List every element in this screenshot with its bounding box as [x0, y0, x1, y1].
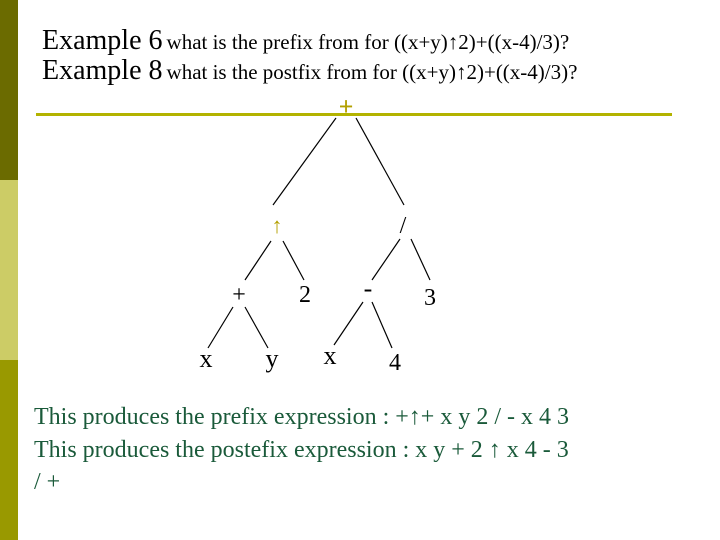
node-two: 2: [299, 282, 311, 308]
node-plus: +: [232, 282, 246, 308]
node-x: x: [199, 344, 213, 373]
example-question: what is the postfix from for ((x+y)↑2)+((x-4)/3)?: [166, 60, 578, 84]
tree-edge: [245, 307, 268, 348]
node-minus: -: [363, 274, 373, 303]
prefix-expression-text: This produces the prefix expression : +↑+ x y 2 / - x 4 3: [34, 404, 569, 430]
node-divide: /: [399, 213, 407, 239]
tree-edge: [273, 118, 336, 205]
tree-edge: [372, 302, 392, 348]
node-y: y: [265, 344, 279, 373]
node-three: 3: [424, 285, 436, 311]
node-up-arrow: ↑: [271, 213, 283, 238]
example-question: what is the prefix from for ((x+y)↑2)+((x-4)/3)?: [166, 30, 570, 54]
postfix-expression-continuation: / +: [34, 469, 61, 495]
node-four: 4: [389, 350, 401, 376]
node-x: x: [323, 341, 337, 370]
postfix-expression-text: This produces the postefix expression : x y + 2 ↑ x 4 - 3: [34, 437, 569, 463]
tree-edge: [208, 307, 233, 348]
tree-edge: [411, 239, 430, 280]
example-label: Example 6: [42, 25, 163, 56]
node-plus-root: +: [338, 92, 354, 121]
tree-edge: [372, 239, 400, 280]
tree-edge: [334, 302, 363, 345]
tree-edge: [283, 241, 304, 280]
tree-edge: [245, 241, 271, 280]
example-label: Example 8: [42, 55, 163, 86]
tree-edge: [356, 118, 404, 205]
